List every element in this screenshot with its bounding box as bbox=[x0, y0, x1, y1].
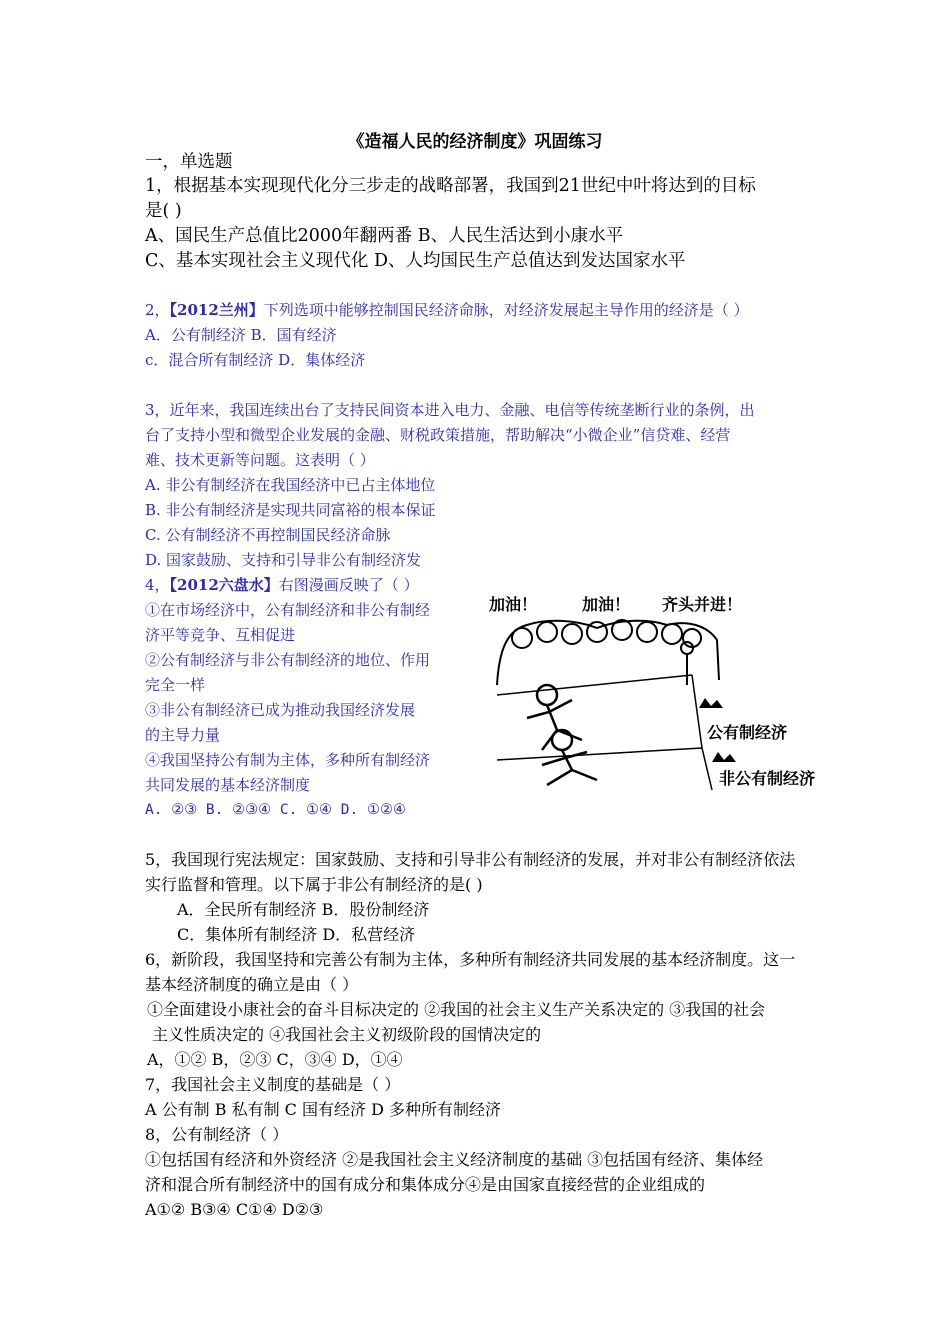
q1-options-ab: A、国民生产总值比2000年翻两番 B、人民生活达到小康水平 bbox=[145, 226, 624, 246]
q4-source-tag: 【2012六盘水】 bbox=[169, 576, 279, 594]
q2-options-cd: c．混合所有制经济 D．集体经济 bbox=[145, 351, 366, 369]
q1-options-cd: C、基本实现社会主义现代化 D、人均国民生产总值达到发达国家水平 bbox=[145, 251, 686, 271]
q3-stem-line3: 难、技术更新等问题。这表明（ ） bbox=[145, 451, 375, 469]
q6-stem-line2: 基本经济制度的确立是由（ ） bbox=[145, 975, 359, 994]
q5-stem-line1: 5，我国现行宪法规定：国家鼓励、支持和引导非公有制经济的发展，并对非公有制经济依法 bbox=[145, 850, 796, 869]
q4-option-4-line1: ④我国坚持公有制为主体，多种所有制经济 bbox=[145, 751, 431, 769]
q2-source-tag: 【2012兰州】 bbox=[169, 301, 264, 319]
q1-stem-line1: 1，根据基本实现现代化分三步走的战略部署，我国到21世纪中叶将达到的目标 bbox=[145, 176, 756, 196]
cartoon-shout-3: 齐头并进！ bbox=[662, 595, 743, 614]
q6-options-line1: ①全面建设小康社会的奋斗目标决定的 ②我国的社会主义生产关系决定的 ③我国的社会 bbox=[147, 1000, 766, 1019]
q4-answer-choices: A. ②③ B. ②③④ C. ①④ D. ①②④ bbox=[145, 802, 406, 818]
q3-option-d: D. 国家鼓励、支持和引导非公有制经济发 bbox=[145, 551, 422, 569]
q1-stem-line2: 是( ) bbox=[145, 201, 182, 221]
q6-options-line2: 主义性质决定的 ④我国社会主义初级阶段的国情决定的 bbox=[152, 1025, 542, 1044]
q4-option-3-line2: 的主导力量 bbox=[145, 726, 221, 744]
q2-stem bbox=[145, 299, 749, 321]
q8-options-line1: ①包括国有经济和外资经济 ②是我国社会主义经济制度的基础 ③包括国有经济、集体经 bbox=[145, 1150, 764, 1169]
cartoon-runners bbox=[527, 685, 597, 785]
q7-stem: 7，我国社会主义制度的基础是（ ） bbox=[145, 1075, 401, 1094]
q4-number: 4， bbox=[145, 576, 170, 594]
cartoon-shout-1: 加油！ bbox=[489, 595, 538, 614]
q4-option-3-line1: ③非公有制经济已成为推动我国经济发展 bbox=[145, 701, 416, 719]
q4-stem bbox=[145, 574, 419, 596]
q4-option-2-line1: ②公有制经济与非公有制经济的地位、作用 bbox=[145, 651, 431, 669]
q3-stem-line2: 台了支持小型和微型企业发展的金融、财税政策措施，帮助解决“小微企业”信贷难、经营 bbox=[145, 426, 731, 444]
q5-stem-line2: 实行监督和管理。以下属于非公有制经济的是( ) bbox=[145, 875, 483, 894]
q4-option-2-line2: 完全一样 bbox=[145, 676, 206, 694]
q8-options-line2: 济和混合所有制经济中的国有成分和集体成分④是由国家直接经营的企业组成的 bbox=[145, 1175, 706, 1194]
q8-answer-choices: A①② B③④ C①④ D②③ bbox=[145, 1200, 324, 1219]
q4-option-1-line1: ①在市场经济中，公有制经济和非公有制经 bbox=[145, 601, 431, 619]
q4-option-4-line2: 共同发展的基本经济制度 bbox=[145, 776, 311, 794]
cartoon-image bbox=[487, 590, 847, 805]
q5-options-cd: C．集体所有制经济 D．私营经济 bbox=[177, 925, 416, 944]
q3-option-c: C. 公有制经济不再控制国民经济命脉 bbox=[145, 526, 391, 544]
q4-stem-text: 右图漫画反映了（ ） bbox=[278, 576, 419, 594]
q5-options-ab: A．全民所有制经济 B．股份制经济 bbox=[177, 900, 430, 919]
q3-option-b: B. 非公有制经济是实现共同富裕的根本保证 bbox=[145, 501, 436, 519]
q2-number: 2， bbox=[145, 301, 170, 319]
cartoon-label-private: 非公有制经济 bbox=[719, 769, 816, 788]
q3-option-a: A. 非公有制经济在我国经济中已占主体地位 bbox=[145, 476, 436, 494]
section-heading: 一，单选题 bbox=[145, 152, 233, 172]
cartoon-label-public: 公有制经济 bbox=[707, 723, 788, 742]
q6-stem-line1: 6，新阶段，我国坚持和完善公有制为主体，多种所有制经济共同发展的基本经济制度。这一 bbox=[145, 950, 796, 969]
q2-stem-text: 下列选项中能够控制国民经济命脉，对经济发展起主导作用的经济是（ ） bbox=[263, 301, 749, 319]
page-title: 《造福人民的经济制度》巩固练习 bbox=[347, 132, 603, 152]
q2-options-ab: A．公有制经济 B．国有经济 bbox=[145, 326, 337, 344]
cartoon-track bbox=[497, 675, 712, 790]
q7-answer-choices: A 公有制 B 私有制 C 国有经济 D 多种所有制经济 bbox=[145, 1100, 501, 1119]
q3-stem-line1: 3，近年来，我国连续出台了支持民间资本进入电力、金融、电信等传统垄断行业的条例，出 bbox=[145, 401, 755, 419]
cartoon-shout-2: 加油！ bbox=[582, 595, 631, 614]
q4-option-1-line2: 济平等竞争、互相促进 bbox=[145, 626, 296, 644]
q6-answer-choices: A，①② B，②③ C，③④ D，①④ bbox=[147, 1050, 403, 1069]
q8-stem: 8，公有制经济（ ） bbox=[145, 1125, 289, 1144]
